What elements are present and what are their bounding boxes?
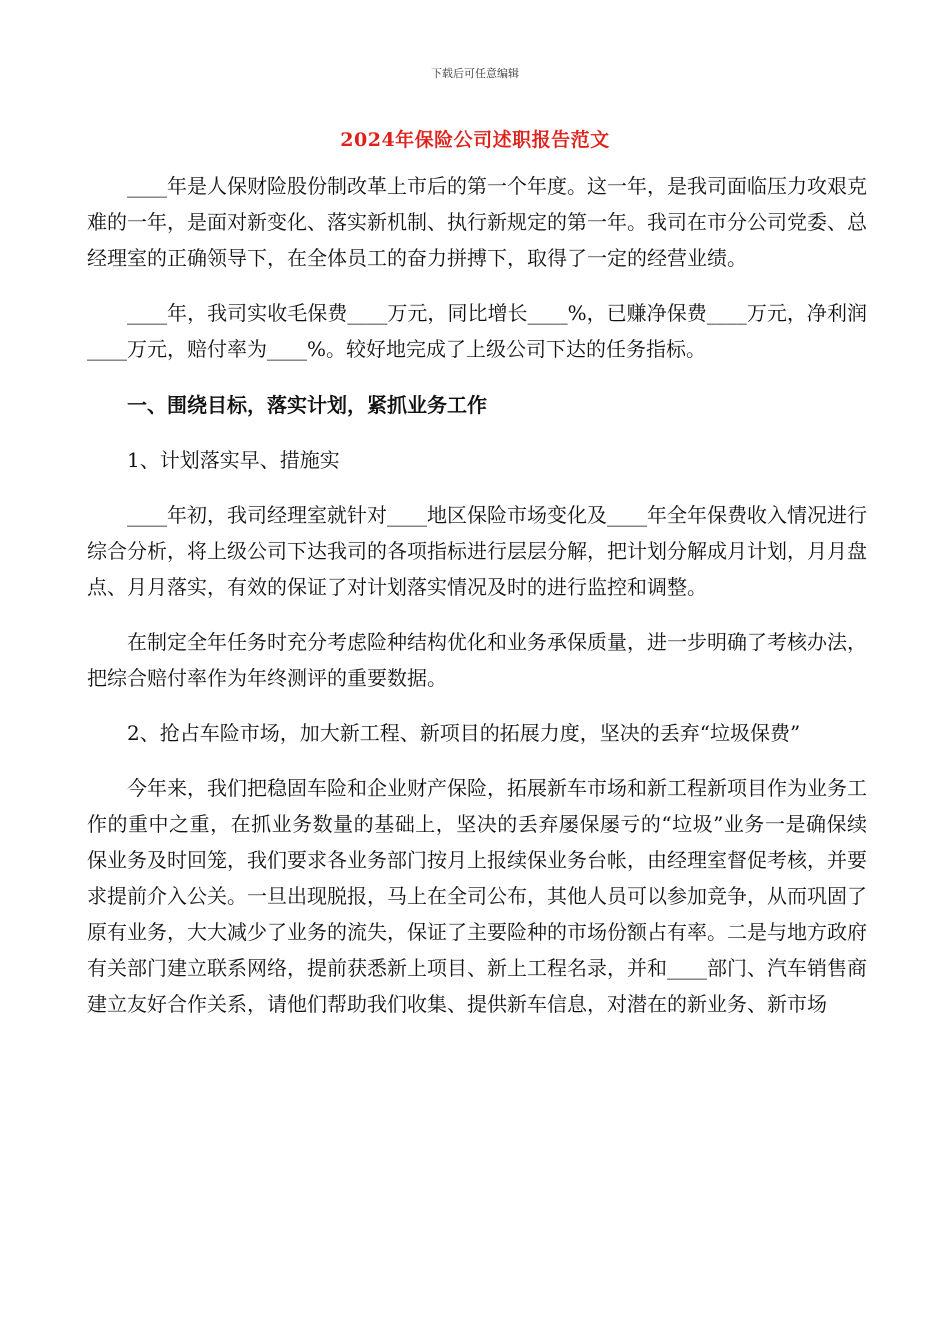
subsection-heading-1: 1、计划落实早、措施实	[127, 448, 340, 472]
paragraph-results: ____年，我司实收毛保费____万元，同比增长____%，已赚净保费____万元，净利润____万元，赔付率为____%。较好地完成了上级公司下达的任务指标。	[87, 301, 867, 361]
document-body	[87, 168, 867, 1022]
page-header-note: 下载后可任意编辑	[431, 67, 519, 80]
paragraph-intro: ____年是人保财险股份制改革上市后的第一个年度。这一年，是我司面临压力攻艰克难的一年，是面对新变化、落实新机制、执行新规定的第一年。我司在市分公司党委、总经理室的正确领导下，在全体员工的奋力拼搏下，取得了一定的经营业绩。	[87, 174, 867, 270]
paragraph-assessment: 在制定全年任务时充分考虑险种结构优化和业务承保质量，进一步明确了考核办法，把综合赔付率作为年终测评的重要数据。	[87, 630, 867, 690]
paragraph-market: 今年来，我们把稳固车险和企业财产保险，拓展新车市场和新工程新项目作为业务工作的重中之重，在抓业务数量的基础上，坚决的丢弃屡保屡亏的“垃圾”业务一是确保续保业务及时回笼，我们要求各业务部门按月上报续保业务台帐，由经理室督促考核，并要求提前介入公关。一旦出现脱报，马上在全司公布，其他人员可以参加竞争，从而巩固了原有业务，大大减少了业务的流失，保证了主要险种的市场份额占有率。二是与地方政府有关部门建立联系网络，提前获悉新上项目、新上工程名录，并和____部门、汽车销售商建立友好合作关系，请他们帮助我们收集、提供新车信息，对潜在的新业务、新市场	[87, 776, 867, 1016]
section-heading-1: 一、围绕目标，落实计划，紧抓业务工作	[127, 393, 487, 417]
paragraph-plan: ____年初，我司经理室就针对____地区保险市场变化及____年全年保费收入情况进行综合分析，将上级公司下达我司的各项指标进行层层分解，把计划分解成月计划，月月盘点、月月落实，有效的保证了对计划落实情况及时的进行监控和调整。	[87, 503, 867, 599]
document-title: 2024年保险公司述职报告范文	[340, 129, 610, 151]
subsection-heading-2: 2、抢占车险市场，加大新工程、新项目的拓展力度，坚决的丢弃“垃圾保费”	[127, 721, 801, 745]
